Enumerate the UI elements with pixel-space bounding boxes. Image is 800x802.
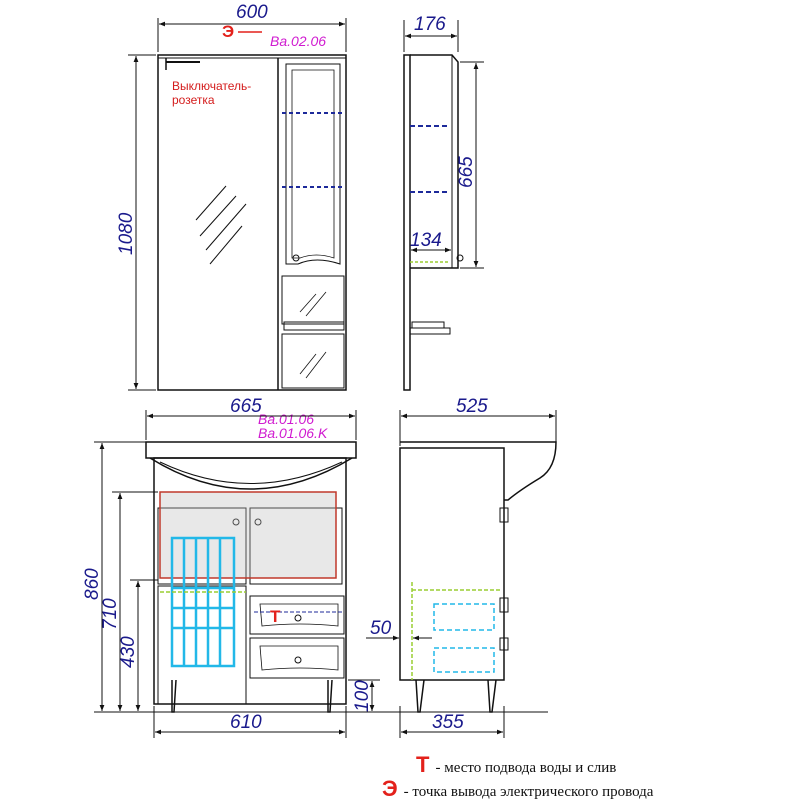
drawer-height-value: 430 (118, 636, 139, 668)
electric-marker-top: Э (222, 22, 235, 41)
electric-legend-symbol: Э (382, 776, 398, 801)
vanity-model-code-1: Ba.01.06 (258, 411, 315, 427)
electric-legend-text: - точка вывода электрического провода (403, 784, 654, 800)
cabinet-depth-value: 355 (432, 712, 464, 733)
cabinet-width-value: 610 (230, 712, 262, 733)
water-legend-symbol: Т (416, 752, 430, 777)
electric-zone (160, 492, 336, 578)
switch-socket-label-2: розетка (172, 93, 215, 107)
switch-socket-label-1: Выключатель- (172, 79, 252, 93)
vanity-depth-value: 525 (456, 396, 488, 417)
vanity-width-value: 665 (230, 396, 262, 417)
water-height-value: 710 (100, 598, 121, 630)
shelf-height-value: 665 (456, 156, 477, 188)
water-marker-front: Т (270, 607, 281, 626)
shelf-depth-value: 134 (410, 230, 442, 251)
leg-height-value: 100 (352, 680, 373, 712)
mirror-height-value: 1080 (116, 212, 137, 255)
pipe-offset-value: 50 (370, 618, 392, 639)
switch-socket-icon (166, 58, 200, 70)
vanity-height-value: 860 (82, 568, 103, 600)
mirror-cabinet-side (404, 55, 463, 390)
vanity-model-code-2: Ba.01.06.K (258, 425, 328, 441)
vanity-side (400, 442, 556, 712)
mirror-width-value: 600 (236, 2, 268, 23)
mirror-model-code: Ba.02.06 (270, 33, 327, 49)
mirror-depth-value: 176 (414, 14, 446, 35)
water-legend-text: - место подвода воды и слив (435, 760, 617, 776)
dim-vertical-left (94, 442, 170, 712)
